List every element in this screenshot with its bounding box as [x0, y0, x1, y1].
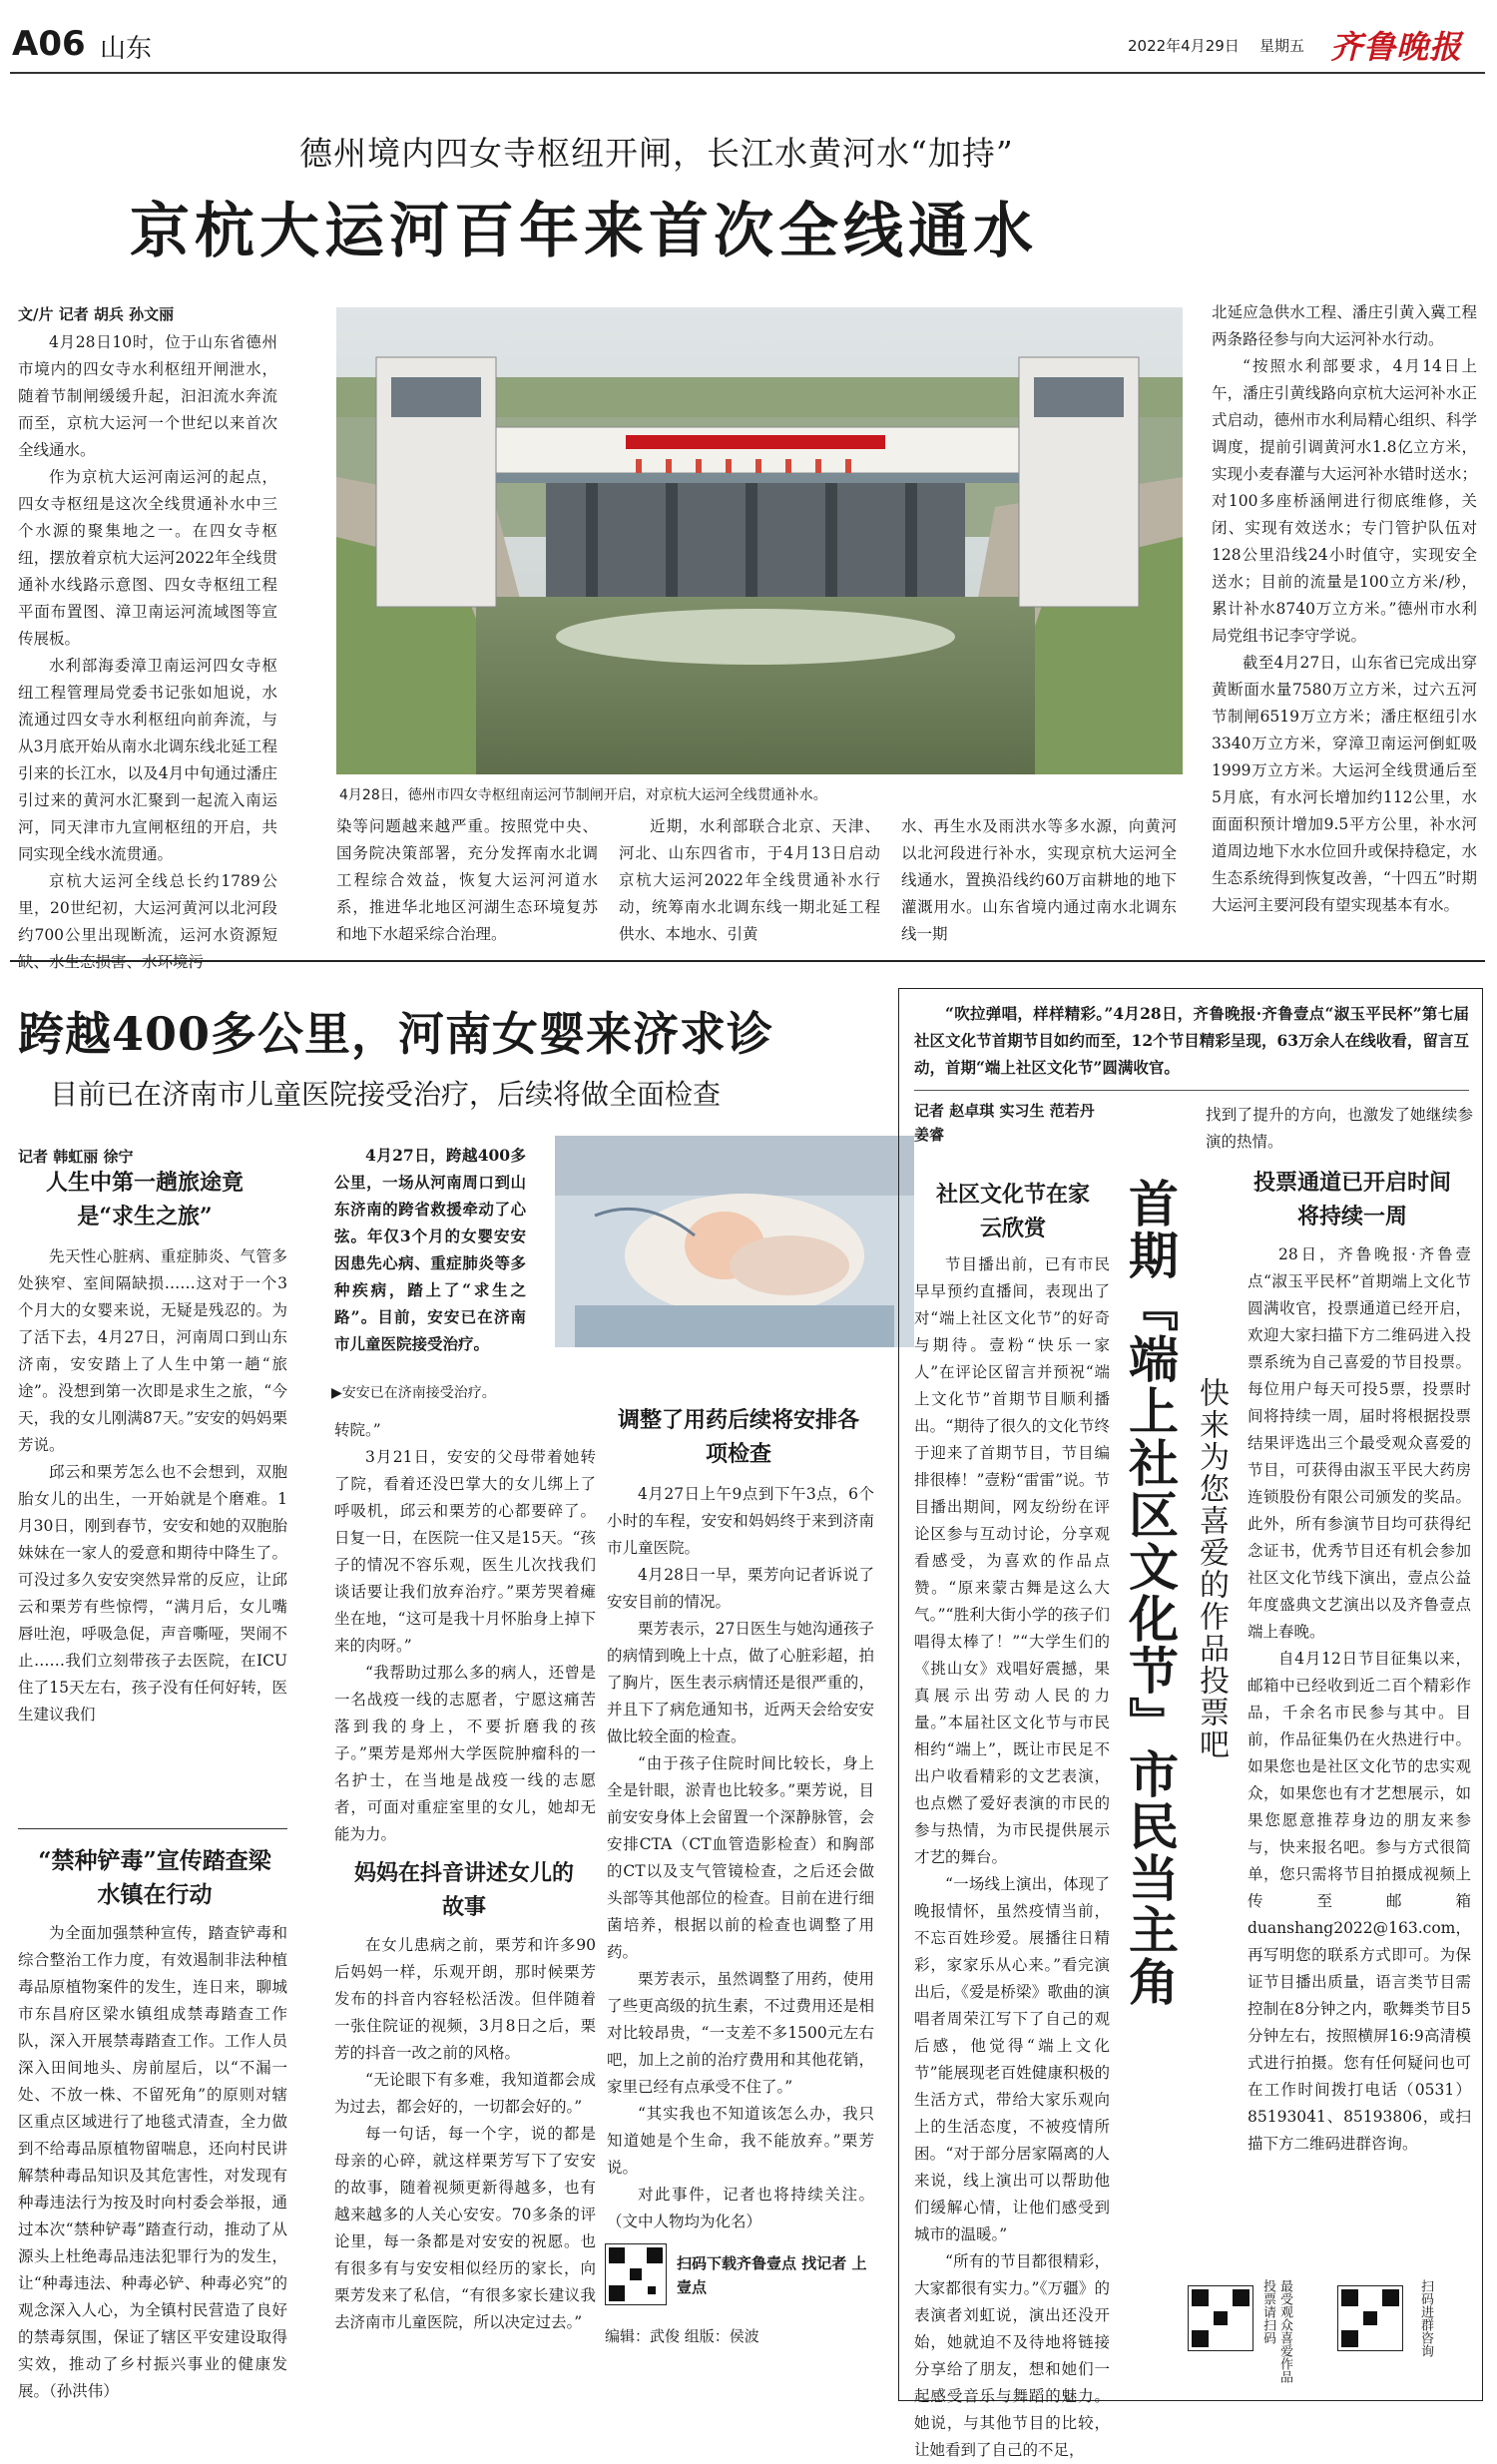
story1-col1: 4月28日10时，位于山东省德州市境内的四女寺水利枢纽开闸泄水，随着节制闸缓缓升起，汩汩流水奔流而至，京杭大运河一个世纪以来首次全线通水。 作为京杭大运河南运河的起点，四女寺枢纽是这次全线贯通补水中三个水源的聚集地之一。在四女寺枢纽，摆放着京杭大运河2022年全线贯通补水线路示意图、四女寺枢纽工程平面布置图、漳卫南运河流域图等宣传展板。 水利部海委漳卫南运河四女寺枢纽工程管理局党委书记张如旭说，水流通过四女寺水利枢纽向前奔流，与从3月底开始从南水北调东线北延工程引来的长江水，以及4月中旬通过潘庄引过来的黄河水汇聚到一起流入南运河，同天津市九宣闸枢纽的开启，共同实现全线水流贯通。 京杭大运河全线总长约1789公里，20世纪初，大运河黄河以北河段约700公里出现断流，运河水资源短缺、水生态损害、水环境污 — [18, 333, 277, 971]
story1-col2: 染等问题越来越严重。按照党中央、国务院决策部署，充分发挥南水北调工程综合效益，恢复大运河河道水系，推进华北地区河湖生态环境复苏和地下水超采综合治理。 — [336, 817, 598, 943]
story2-sub3: 调整了用药后续将安排各项检查 — [617, 1407, 859, 1467]
story4-vertical-headline: 首期『端上社区文化节』市民当主角 — [1121, 1178, 1180, 2008]
story1-kicker: 德州境内四女寺枢纽开闸，长江水黄河水“加持” — [299, 134, 1014, 173]
story4-col2: 28日，齐鲁晚报·齐鲁壹点“淑玉平民杯”首期端上文化节圆满收官，投票通道已经开启，欢迎大家扫描下方二维码进入投票系统为自己喜爱的节目投票。每位用户每天可投5票，投票时间将持续一周，届时将根据投票结果评选出三个最受观众喜爱的节目，可获得由淑玉平民大药房连锁股份有限公司颁发的奖品。此外，所有参演节目均可获得纪念证书，优秀节目还有机会参加社区文化节线下演出，壹点公益年度盛典文艺演出以及齐鲁壹点端上春晚。 自4月12日节目征集以来，邮箱中已经收到近二百个精彩作品，千余名市民参与其中。目前，作品征集仍在火热进行中。如果您也是社区文化节的忠实观众，如果您也有才艺想展示，如果您愿意推荐身边的朋友来参与，快来报名吧。参与方式很简单，您只需将节目拍摄成视频上传至邮箱duanshang2022@163.com，再写明您的联系方式即可。为保证节目播出质量，语言类节目需控制在8分钟之内，歌舞类节目5分钟左右，按照横屏16:9高清模式进行拍摄。您有任何疑问也可在工作时间拨打电话（0531）85193041、85193806，或扫描下方二维码进群咨询。 — [1248, 1245, 1471, 2153]
story2-col3: 4月27日上午9点到下午3点，6个小时的车程，安安和妈妈终于来到济南市儿童医院。 4月28日一早，栗芳向记者诉说了安安目前的情况。 栗芳表示，27日医生与她沟通孩子的病情到晚上十点，做了心脏彩超，拍了胸片，医生表示病情还是很严重的，并且下了病危通知书，近两天会给安安做比较全面的检查。 “由于孩子住院时间比较长，身上全是针眼，淤青也比较多。”栗芳说，目前安安身体上会留置一个深静脉管，会安排CTA（CT血管造影检查）和胸部的CT以及支气管镜检查，之后还会做头部等其他部位的检查。目前在进行细菌培养，根据以前的检查也调整了用药。 栗芳表示，虽然调整了用药，使用了些更高级的抗生素，不过费用还是相对比较昂贵，“一支差不多1500元左右吧，加上之前的治疗费用和其他花销，家里已经有点承受不住了。” “其实我也不知道该怎么办，我只知道她是个生命，我不能放弃。”栗芳说。 对此事件，记者也将持续关注。（文中人物均为化名） — [607, 1485, 874, 2230]
story2-sub2: 妈妈在抖音讲述女儿的故事 — [353, 1860, 574, 1920]
story1-col4: 水、再生水及雨洪水等多水源，向黄河以北河段进行补水，实现京杭大运河全线通水，置换沿线约60万亩耕地的地下灌溉用水。山东省境内通过南水北调东线一期 — [901, 817, 1177, 943]
story4-col2-top: 找到了提升的方向，也激发了她继续参演的热情。 — [1206, 1106, 1473, 1151]
story3-body: 为全面加强禁种宣传，踏查铲毒和综合整治工作力度，有效遏制非法种植毒品原植物案件的发生，连日来，聊城市东昌府区梁水镇组成禁毒踏查工作队，深入开展禁毒踏查工作。工作人员深入田间地头、房前屋后，以“不漏一处、不放一株、不留死角”的原则对辖区重点区域进行了地毯式清查，全力做到不给毒品原植物留喘息，还向村民讲解禁种毒品知识及其危害性，对发现有种毒违法行为按及时向村委会举报，通过本次“禁种铲毒”踏查行动，推动了从源头上杜绝毒品违法犯罪行为的发生，让“种毒违法、种毒必铲、种毒必究”的观念深入人心，为全镇村民营造了良好的禁毒氛围，保证了辖区平安建设取得实效，推动了乡村振兴事业的健康发展。（孙洪伟） — [18, 1924, 287, 2400]
vote-qr-code[interactable] — [1188, 2285, 1253, 2351]
story1-headline: 京杭大运河百年来首次全线通水 — [130, 197, 1038, 266]
story3-headline: “禁种铲毒”宣传踏查梁水镇在行动 — [38, 1847, 271, 1908]
brand-logo: 齐鲁晚报 — [1330, 28, 1463, 66]
group-qr-label: 扫码进群咨询 — [1418, 2279, 1433, 2357]
section-name: 山东 — [100, 34, 153, 64]
story4-byline: 记者 赵卓琪 实习生 范若丹 姜睿 — [914, 1102, 1095, 1144]
story4-sub2: 投票通道已开启时间将持续一周 — [1252, 1170, 1451, 1230]
story4-col1: 节目播出前，已有市民早早预约直播间，表现出了对“端上社区文化节”的好奇与期待。壹粉“快乐一家人”在评论区留言并预祝“端上文化节”首期节目顺利播出。“期待了很久的文化节终于迎来了首期节目，节目编排很棒！”壹粉“雷雷”说。节目播出期间，网友纷纷在评论区参与互动讨论，分享观看感受，为喜欢的作品点赞。“原来蒙古舞是这么大气。”“胜利大街小学的孩子们唱得太棒了！”“大学生们的《挑山女》戏唱好震撼，果真展示出劳动人民的力量。”本届社区文化节与市民相约“端上”，既让市民足不出户收看精彩的文艺表演，也点燃了爱好表演的市民的参与热情，为市民提供展示才艺的舞台。 “一场线上演出，体现了晚报情怀，虽然疫情当前，不忘百姓珍爱。展播往日精彩，家家乐从心来。”看完演出后，《爱是桥梁》歌曲的演唱者周荣江写下了自己的观后感，他觉得“端上文化节”能展现老百姓健康积极的生活方式，带给大家乐观向上的生活态度，不被疫情所困。“对于部分居家隔离的人来说，线上演出可以帮助他们缓解心情，让他们感受到城市的温暖。” “所有的节目都很精彩，大家都很有实力。”《万疆》的表演者刘虹说，演出还没开始，她就迫不及待地将链接分享给了朋友，想和她们一起感受音乐与舞蹈的魅力。她说，与其他节目的比较，让她看到了自己的不足， — [914, 1255, 1110, 2459]
story2-headline: 跨越400多公里，河南女婴来济求诊 — [18, 1007, 774, 1061]
issue-weekday: 星期五 — [1259, 37, 1305, 55]
story1-col3: 近期，水利部联合北京、天津、河北、山东四省市，于4月13日启动京杭大运河2022年全线贯通补水行动，统筹南水北调东线一期北延工程供水、本地水、引黄 — [619, 817, 880, 943]
story2-photo — [555, 1136, 914, 1347]
page-editor: 编辑：武俊 组版：侯波 — [605, 2327, 759, 2345]
header-rule — [10, 72, 1485, 74]
story4-vertical-subhead: 快来为您喜爱的作品投票吧 — [1194, 1377, 1229, 1760]
story3-top-rule — [18, 1828, 287, 1829]
page-number: A06 — [12, 24, 86, 64]
story2-sub1: 人生中第一趟旅途竟是“求生之旅” — [45, 1170, 244, 1230]
story2-col1: 先天性心脏病、重症肺炎、气管多处狭窄、室间隔缺损……这对于一个3个月大的女婴来说，无疑是残忍的。为了活下去，4月27日，河南周口到山东济南，安安踏上了人生中第一趟“旅途”。没想到第一次即是求生之旅，“今天，我的女儿刚满87天。”安安的妈妈栗芳说。 邱云和栗芳怎么也不会想到，双胞胎女儿的出生，一开始就是个磨难。1月30日，刚到春节，安安和她的双胞胎妹妹在一家人的爱意和期待中降生了。可没过多久安安突然异常的反应，让邱云和栗芳有些惊愕，“满月后，女儿嘴唇吐泡，呼吸急促，声音嘶哑，哭闹不止……我们立刻带孩子去医院，在ICU住了15天左右，孩子没有任何好转，医生建议我们 — [18, 1247, 287, 1724]
story1-photo-caption: 4月28日，德州市四女寺枢纽南运河节制闸开启，对京杭大运河全线贯通补水。 — [339, 787, 827, 803]
story2-photo-caption: ▶安安已在济南接受治疗。 — [331, 1385, 496, 1401]
story2-lead: 4月27日，跨越400多公里，一场从河南周口到山东济南的跨省救援牵动了心弦。年仅3个月的女婴安安因患先心病、重症肺炎等多种疾病，踏上了“求生之路”。目前，安安已在济南市儿童医院接受治疗。 — [334, 1146, 526, 1353]
story4-intro: “吹拉弹唱，样样精彩。”4月28日，齐鲁晚报·齐鲁壹点“淑玉平民杯”第七届社区文化节首期节目如约而至，12个节目精彩呈现，63万余人在线收看，留言互动，首期“端上社区文化节”圆满收官。 — [914, 1004, 1469, 1077]
story2-col2: 转院。” 3月21日，安安的父母带着她转了院，看着还没巴掌大的女儿绑上了呼吸机，邱云和栗芳的心都要碎了。日复一日，在医院一住又是15天。“孩子的情况不容乐观，医生儿次找我们谈话要让我们放弃治疗。”栗芳哭着瘫坐在地，“这可是我十月怀胎身上掉下来的肉呀。” “我帮助过那么多的病人，还曾是一名战疫一线的志愿者，宁愿这痛苦落到我的身上，不要折磨我的孩子。”栗芳是郑州大学医院肿瘤科的一名护士，在当地是战疫一线的志愿者，可面对重症室里的女儿，她却无能为力。 — [334, 1421, 596, 1843]
story2-subhead: 目前已在济南市儿童医院接受治疗，后续将做全面检查 — [50, 1078, 722, 1111]
story2-col2b: 在女儿患病之前，栗芳和许多90后妈妈一样，乐观开朗，那时候栗芳发布的抖音内容轻松活泼。但伴随着一张住院证的视频，3月8日之后，栗芳的抖音一改之前的风格。 “无论眼下有多难，我知道都会成为过去，都会好的，一切都会好的。” 每一句话，每一个字，说的都是母亲的心碎，就这样栗芳写下了安安的故事，随着视频更新得越多，也有越来越多的人关心安安。70多条的评论里，每一条都是对安安的祝愿。也有很多有与安安相似经历的家长，向栗芳发来了私信，“有很多家长建议我去济南市儿童医院，所以决定过去。” — [334, 1936, 596, 2331]
vote-qr-label: 最受观众喜爱作品投票请扫码 — [1260, 2279, 1292, 2383]
group-qr-code[interactable] — [1337, 2285, 1403, 2351]
story4-sub1: 社区文化节在家云欣赏 — [935, 1182, 1090, 1241]
story2-qr-text: 扫码下载齐鲁壹点 找记者 上壹点 — [677, 2254, 867, 2296]
story2-qr-code[interactable] — [605, 2243, 667, 2305]
story1-col5: 北延应急供水工程、潘庄引黄入冀工程两条路径参与向大运河补水行动。 “按照水利部要求，4月14日上午，潘庄引黄线路向京杭大运河补水正式启动，德州市水利局精心组织、科学调度，提前引调黄河水1.8亿立方米，实现小麦春灌与大运河补水错时送水；对100多座桥涵闸进行彻底维修，关闭、实现有效送水；专门管护队伍对128公里沿线24小时值守，实现安全送水；目前的流量是100立方米/秒，累计补水8740万立方米。”德州市水利局党组书记李守学说。 截至4月27日，山东省已完成出穿黄断面水量7580万立方米，过六五河节制闸6519万立方米；潘庄枢纽引水3340万立方米，穿漳卫南运河倒虹吸1999万立方米。大运河全线贯通后至5月底，有水河长增加约112公里，水面面积预计增加9.5平方公里，补水河道周边地下水水位回升或保持稳定，水生态系统得到恢复改善，“十四五”时期大运河主要河段有望实现基本有水。 — [1212, 303, 1477, 914]
story2-byline: 记者 韩虹丽 徐宁 — [18, 1148, 134, 1166]
story4-intro-rule — [914, 1090, 1469, 1091]
story1-photo — [336, 307, 1183, 774]
story1-bottom-rule — [10, 960, 1485, 962]
issue-date: 2022年4月29日 — [1128, 37, 1240, 55]
story1-byline: 文/片 记者 胡兵 孙文丽 — [18, 305, 175, 323]
